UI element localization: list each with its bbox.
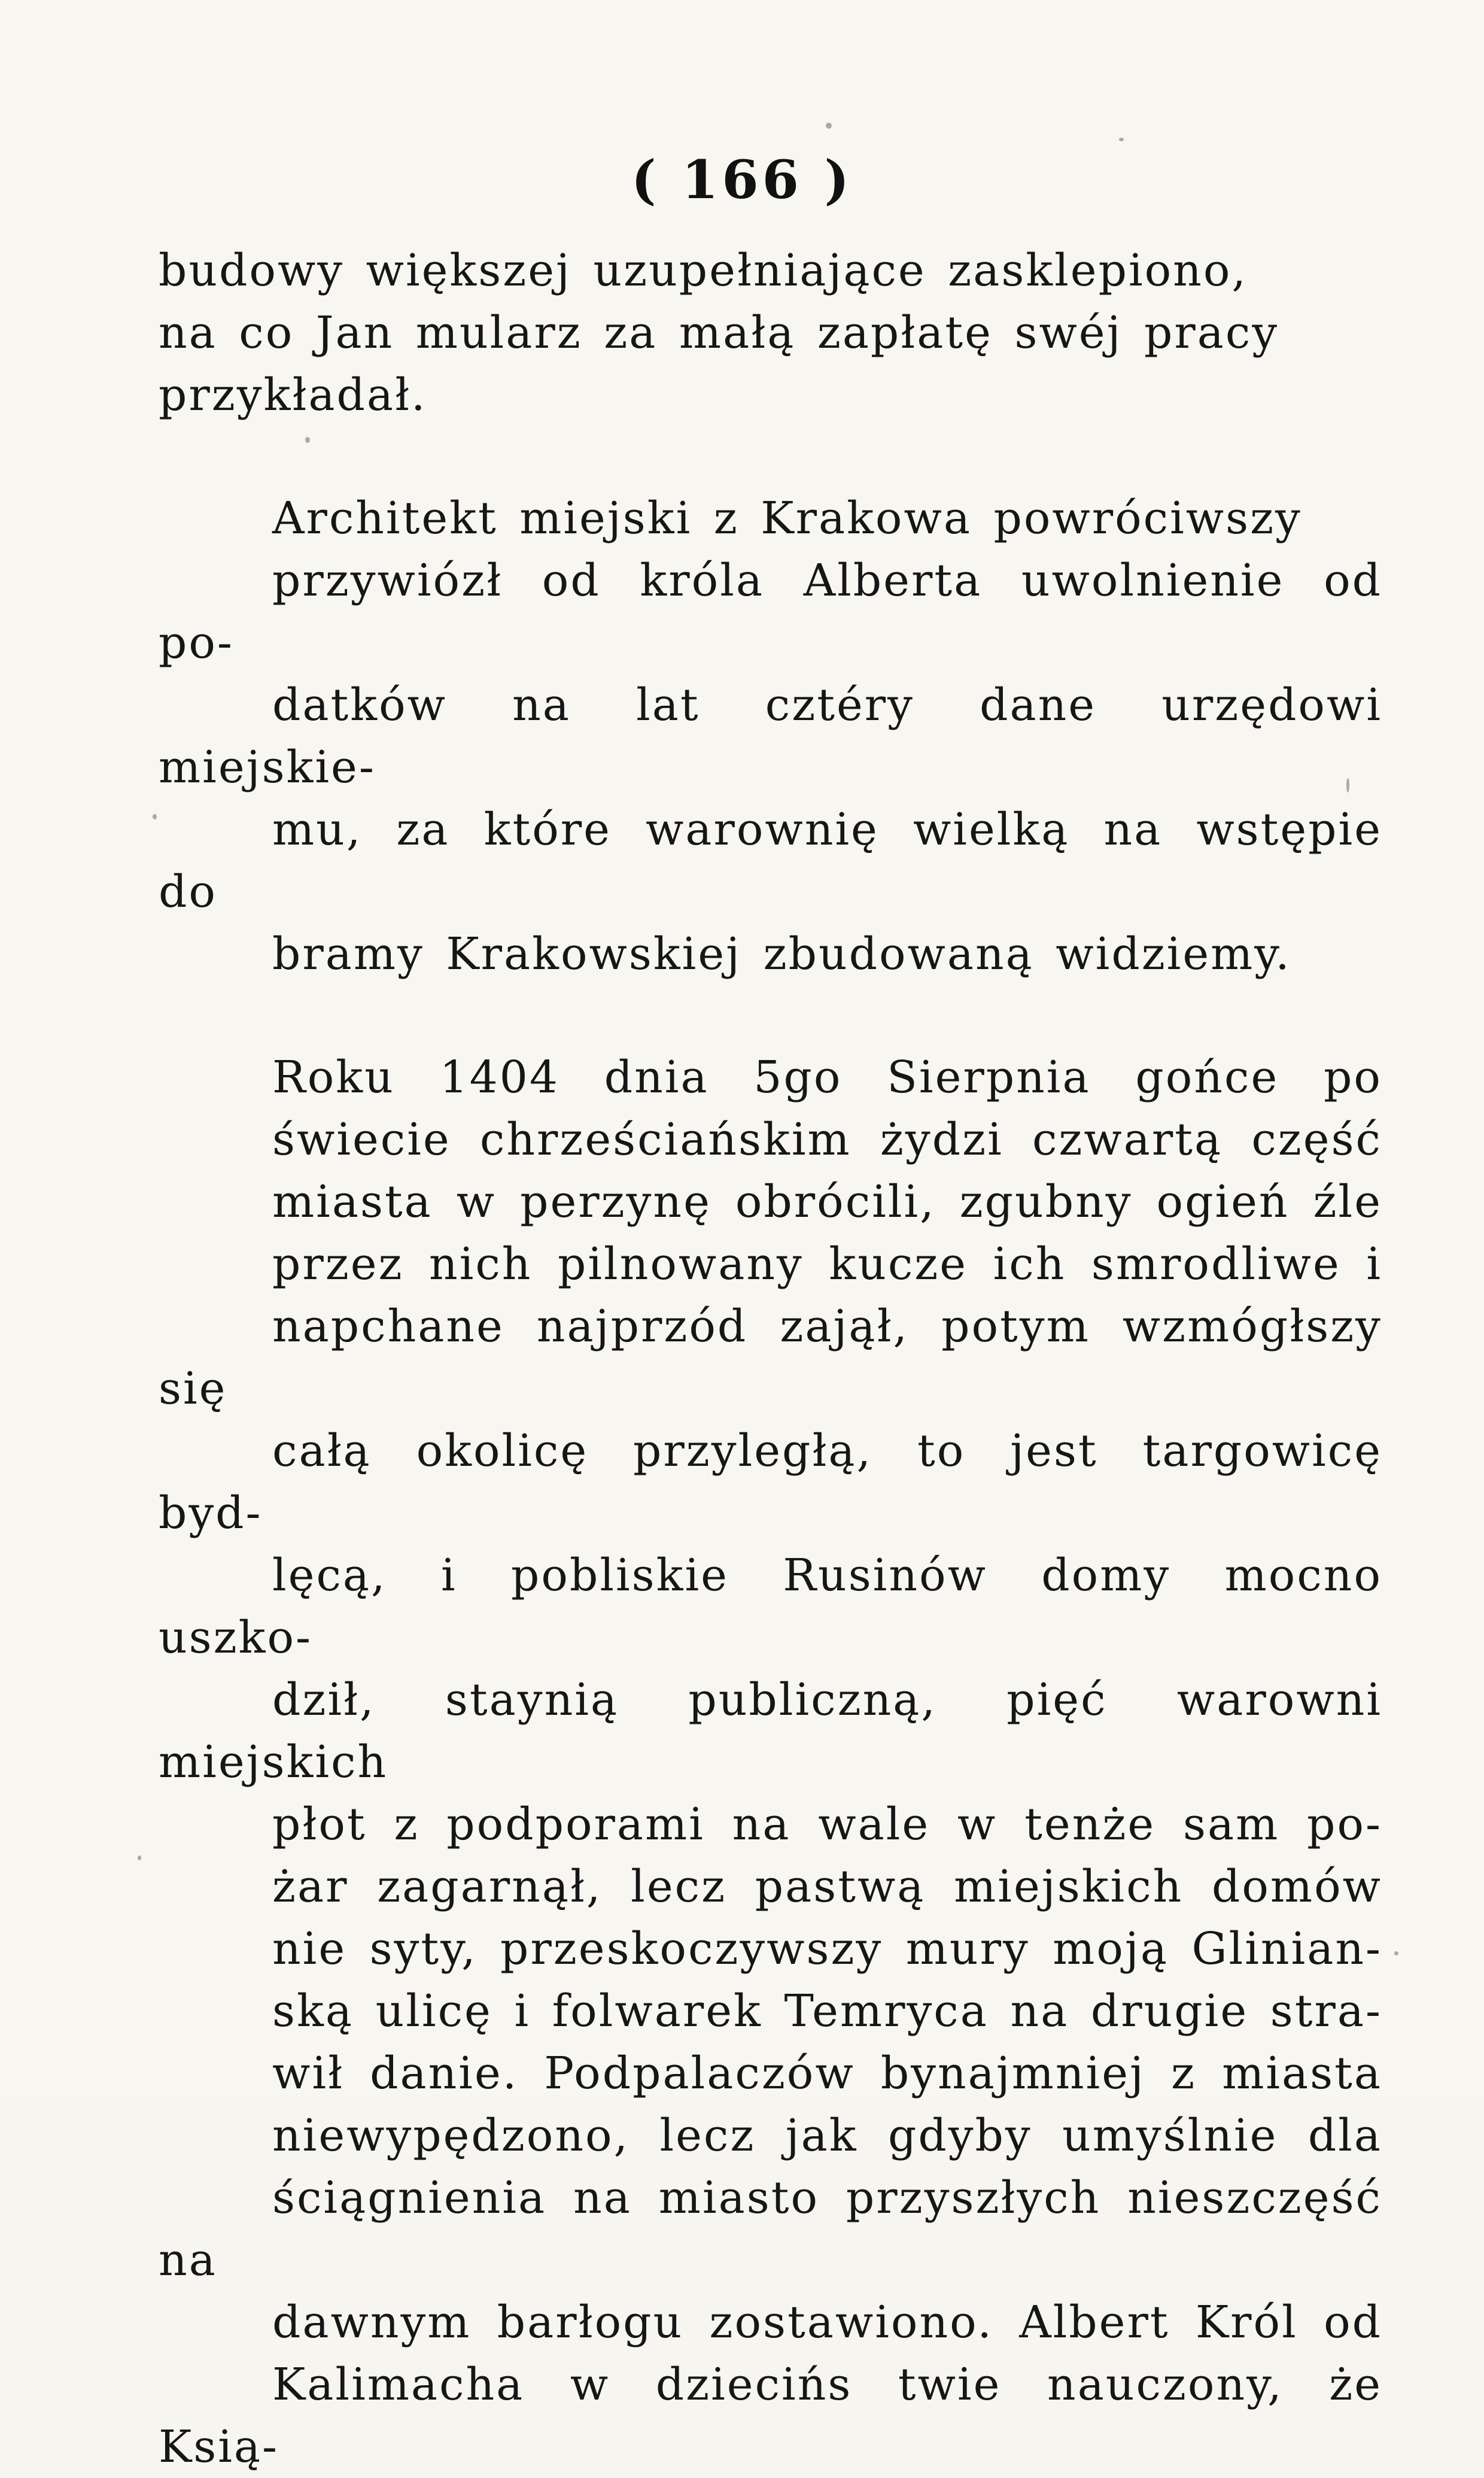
text-line: płot z podporami na wale w tenże sam po-: [272, 1799, 1382, 1850]
scan-speck: [305, 437, 310, 443]
text-line: miasta w perzynę obrócili, zgubny ogień źle: [272, 1176, 1382, 1228]
scan-speck: [1346, 778, 1349, 792]
text-line: całą okolicę przyległą, to jest targowicę byd-: [159, 1425, 1382, 1539]
text-line: na co Jan mularz za małą zapłatę swéj pracy: [159, 307, 1279, 359]
text-line: świecie chrześciańskim żydzi czwartą część: [272, 1114, 1382, 1165]
text-line: nie syty, przeskoczywszy mury moją Glinian-: [272, 1923, 1382, 1975]
text-line: dawnym barłogu zostawiono. Albert Król od: [272, 2297, 1382, 2348]
text-line: lęcą, i pobliskie Rusinów domy mocno uszko-: [159, 1550, 1382, 1663]
text-line: przywiózł od króla Alberta uwolnienie od po-: [159, 555, 1382, 669]
scan-speck: [153, 814, 157, 819]
paragraph-1: [159, 239, 1382, 426]
text-line: ską ulicę i folwarek Temryca na drugie stra-: [272, 1985, 1382, 2037]
paragraph-2: [159, 487, 1382, 985]
scan-speck: [138, 1856, 141, 1860]
text-line: Roku 1404 dnia 5go Sierpnia gońce po: [272, 1052, 1382, 1103]
text-line: Kalimacha w dziecińs twie nauczony, że Ksią-: [159, 2359, 1382, 2473]
body-text: [159, 239, 1382, 2478]
page-number: ( 166 ): [631, 148, 853, 211]
text-line: wił danie. Podpalaczów bynajmniej z miasta: [272, 2048, 1382, 2099]
text-line: dził, staynią publiczną, pięć warowni miejskich: [159, 1674, 1382, 1788]
text-line: bramy Krakowskiej zbudowaną widziemy.: [272, 928, 1291, 980]
text-line: Architekt miejski z Krakowa powróciwszy: [272, 493, 1302, 544]
text-line: napchane najprzód zajął, potym wzmógłszy się: [159, 1301, 1382, 1414]
text-line: żar zagarnął, lecz pastwą miejskich domów: [272, 1861, 1382, 1912]
scan-speck: [1394, 1951, 1398, 1955]
text-line: datków na lat cztéry dane urzędowi miejskie-: [159, 679, 1382, 793]
text-line: mu, za które warownię wielką na wstępie do: [159, 804, 1382, 918]
paragraph-3: [159, 1046, 1382, 2478]
text-line: budowy większej uzupełniające zasklepiono,: [159, 245, 1248, 296]
scan-speck: [1119, 138, 1124, 141]
text-line: przykładał.: [159, 369, 427, 421]
scan-speck: [826, 123, 832, 129]
text-line: niewypędzono, lecz jak gdyby umyślnie dla: [272, 2110, 1382, 2161]
text-line: przez nich pilnowany kucze ich smrodliwe i: [272, 1238, 1382, 1290]
text-line: ściągnienia na miasto przyszłych nieszczęść na: [159, 2172, 1382, 2286]
